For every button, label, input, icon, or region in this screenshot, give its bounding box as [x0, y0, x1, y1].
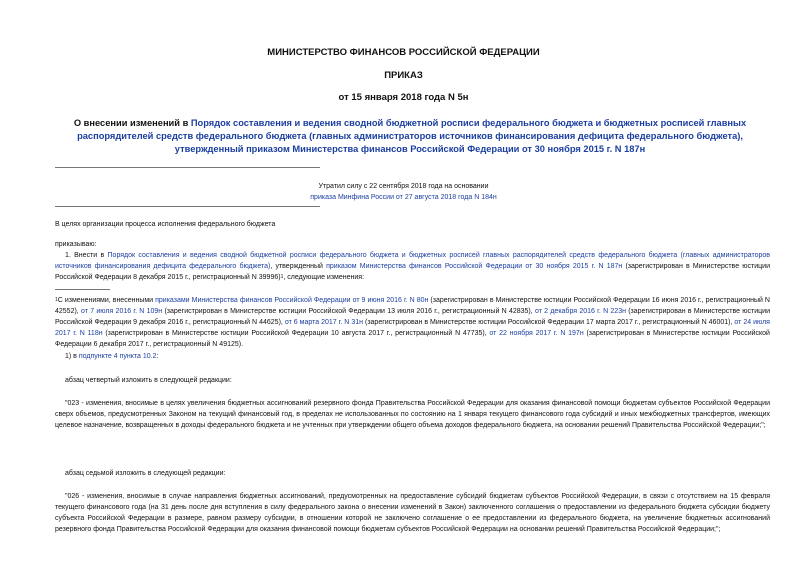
lost-force-note: [0, 181, 807, 203]
subitem-1-suffix: :: [156, 353, 159, 360]
footnote-text-c: (зарегистрирован в Министерстве юстиции Российской Федерации 13 июля 2016 г., регистрационный N 42835),: [162, 308, 535, 315]
para-4-intro: абзац четвертый изложить в следующей редакции:: [65, 377, 232, 384]
subitem-1-link[interactable]: подпункте 4 пункта 10.2: [78, 353, 157, 360]
document-subject: [50, 117, 770, 156]
footnote-ref: 1: [280, 274, 284, 280]
order-paragraph: приказываю:: [55, 241, 97, 248]
purpose-paragraph: В целях организации процесса исполнения федерального бюджета: [55, 221, 276, 228]
subitem-1: [65, 351, 780, 362]
item-1-end: (зарегистрирован в Министерстве юстиции Российской Федерации 8 декабря 2015 г., регистрационный N 39996): [55, 263, 770, 281]
para-7-intro: абзац седьмой изложить в следующей редакции:: [65, 470, 226, 477]
doc-type-heading: ПРИКАЗ: [384, 70, 423, 81]
footnote-text-g: (зарегистрирован в Министерстве юстиции Российской Федерации 6 декабря 2017 г., регистрационный N 49125).: [55, 330, 770, 348]
footnote-link-118n[interactable]: от 24 июля 2017 г. N 118н: [55, 319, 770, 337]
footnote-text-b: (зарегистрирован в Министерстве юстиции Российской Федерации 16 июня 2016 г., регистрационный N 42552),: [55, 297, 770, 315]
lost-force-link[interactable]: приказа Минфина России от 27 августа 2018 года N 184н: [310, 194, 497, 201]
footnote-link-197n[interactable]: от 22 ноября 2017 г. N 197н: [489, 330, 584, 337]
order-187n-link[interactable]: приказом Министерства финансов Российской Федерации от 30 ноября 2015 г. N 187н: [326, 263, 623, 270]
footnote-text-f: (зарегистрирован в Министерстве юстиции Российской Федерации 10 августа 2017 г., регистрационный N 47735),: [102, 330, 490, 337]
procedure-link[interactable]: Порядок составления и ведения сводной бюджетной росписи федерального бюджета и бюджетных росписей главных распорядителей средств федерального бюджета (главных администраторов источников финансирования дефицита федерального бюджета): [55, 252, 770, 270]
footnote-link-31n[interactable]: от 6 марта 2017 г. N 31н: [284, 319, 363, 326]
footnote-paragraph: [55, 295, 770, 350]
footnote-text-d: (зарегистрирован в Министерстве юстиции Российской Федерации 9 декабря 2016 г., регистрационный N 44625),: [55, 308, 770, 326]
footnote-text-a: С изменениями, внесенными: [57, 297, 156, 304]
lost-force-text: Утратил силу с 22 сентября 2018 года на основании: [318, 183, 489, 190]
item-1-paragraph: [55, 250, 770, 283]
item-1-start: 1. Внести в: [65, 252, 108, 259]
item-1-mid: , утвержденный: [270, 263, 327, 270]
quote-023: "023 - изменения, вносимые в целях увеличения бюджетных ассигнований резервного фонда Правительства Российской Федерации для оказания финансовой помощи бюджетам субъектов Российской Федерации сверх объемов, предусмотренных Законом на текущий финансовый год, в пределах не использованных по состоянию на 1 января текущего финансового года субсидий и иных межбюджетных трансфертов, имеющих целевое назначение, возвращенных в доходы федерального бюджета и не учтенных при утверждении общего объема доходов федерального бюджета, на основании решений Правительства Российской Федерации;";: [55, 400, 770, 429]
subject-link[interactable]: Порядок составления и ведения сводной бюджетной росписи федерального бюджета и бюджетных росписей главных распорядителей средств федерального бюджета (главных администраторов источников финансирования дефицита федерального бюджета), утвержденный приказом Министерства финансов Российской Федерации от 30 ноября 2015 г. N 187н: [77, 118, 747, 154]
footnote-text-e: (зарегистрирован в Министерстве юстиции Российской Федерации 17 марта 2017 г., регистрационный N 46001),: [363, 319, 735, 326]
divider: [55, 206, 320, 207]
divider: [55, 167, 320, 168]
footnote-link-109n[interactable]: от 7 июля 2016 г. N 109н: [81, 308, 163, 315]
item-1-tail: , следующие изменения:: [283, 274, 365, 281]
date-number-heading: от 15 января 2018 года N 5н: [338, 92, 469, 103]
footnote-divider: [55, 289, 110, 290]
footnote-link-223n[interactable]: от 2 декабря 2016 г. N 223н: [534, 308, 626, 315]
ministry-heading: МИНИСТЕРСТВО ФИНАНСОВ РОССИЙСКОЙ ФЕДЕРАЦИИ: [267, 47, 540, 58]
footnote-mark: 1: [55, 297, 58, 303]
subject-prefix: О внесении изменений в: [73, 118, 191, 128]
footnote-link-80n[interactable]: приказами Министерства финансов Российской Федерации от 9 июня 2016 г. N 80н: [155, 297, 429, 304]
quote-026: "026 - изменения, вносимые в случае направления бюджетных ассигнований, предусмотренных на предоставление субсидий бюджетам субъектов Российской Федерации, в связи с отсутствием на 15 февраля текущего финансового года (на 31 день после дня вступления в силу федерального закона о внесении изменений в Закон) заключенного соглашения о предоставлении из федерального бюджета субсидии бюджету субъекта Российской Федерации в размере, равном размеру субсидии, в отношении которой не заключено соглашение о ее предоставлении из федерального бюджета, на увеличение бюджетных ассигнований резервного фонда Правительства Российской Федерации для оказания финансовой помощи бюджетам субъектов Российской Федерации на основании решений Правительства Российской Федерации;";: [55, 493, 770, 533]
subitem-1-prefix: 1) в: [65, 353, 79, 360]
